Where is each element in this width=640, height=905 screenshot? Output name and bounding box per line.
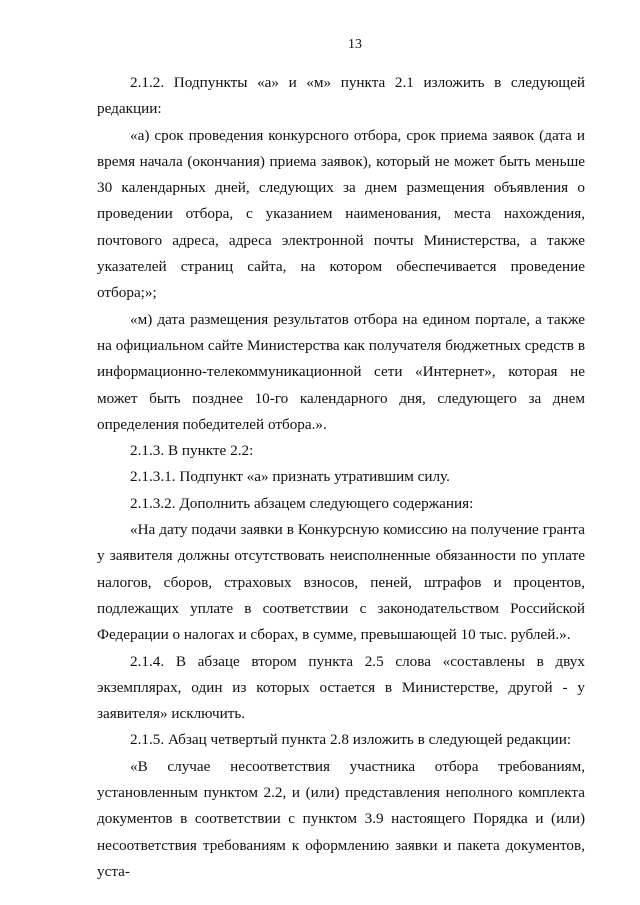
paragraph-2-1-5: 2.1.5. Абзац четвертый пункта 2.8 изложить в следующей редакции: <box>130 731 572 749</box>
paragraph-2-1-3-1: 2.1.3.1. Подпункт «а» признать утратившим силу. <box>130 468 450 486</box>
paragraph-2-1-4: 2.1.4. В абзаце втором пункта 2.5 слова «составлены в двух экземплярах, один из которых остается в Министерстве, другой - у заявителя» исключить. <box>97 652 585 723</box>
paragraph-subitem-a: «а) срок проведения конкурсного отбора, срок приема заявок (дата и время начала (окончания) приема заявок), который не может быть меньше 30 календарных дней, следующих за днем размещения объявления о проведении отбора, с указанием наименования, места нахождения, почтового адреса, адреса электронной почты Министерства, а также указателей страниц сайта, на котором обеспечивается проведение отбора;»; <box>97 126 585 302</box>
paragraph-2-1-3: 2.1.3. В пункте 2.2: <box>130 442 254 460</box>
page-number: 13 <box>348 37 362 52</box>
paragraph-2-1-3-2: 2.1.3.2. Дополнить абзацем следующего содержания: <box>130 494 474 512</box>
paragraph-subitem-m: «м) дата размещения результатов отбора на едином портале, а также на официальном сайте Министерства как получателя бюджетных средств в информационно-телекоммуникационной сети «Интернет», которая не может быть позднее 10-го календарного дня, следующего за днем определения победителей отбора.». <box>97 310 585 433</box>
paragraph-2-1-2: 2.1.2. Подпункты «а» и «м» пункта 2.1 изложить в следующей редакции: <box>97 74 585 118</box>
document-body <box>97 70 585 885</box>
paragraph-nonconformity: «В случае несоответствия участника отбора требованиям, установленным пунктом 2.2, и (или) представления неполного комплекта документов в соответствии с пунктом 3.9 настоящего Порядка и (или) несоответствия требованиям к оформлению заявки и пакета документов, уста- <box>97 757 585 880</box>
paragraph-grant-application: «На дату подачи заявки в Конкурсную комиссию на получение гранта у заявителя должны отсутствовать неисполненные обязанности по уплате налогов, сборов, страховых взносов, пеней, штрафов и процентов, подлежащих уплате в соответствии с законодательством Российской Федерации о налогах и сборах, в сумме, превышающей 10 тыс. рублей.». <box>97 521 585 644</box>
